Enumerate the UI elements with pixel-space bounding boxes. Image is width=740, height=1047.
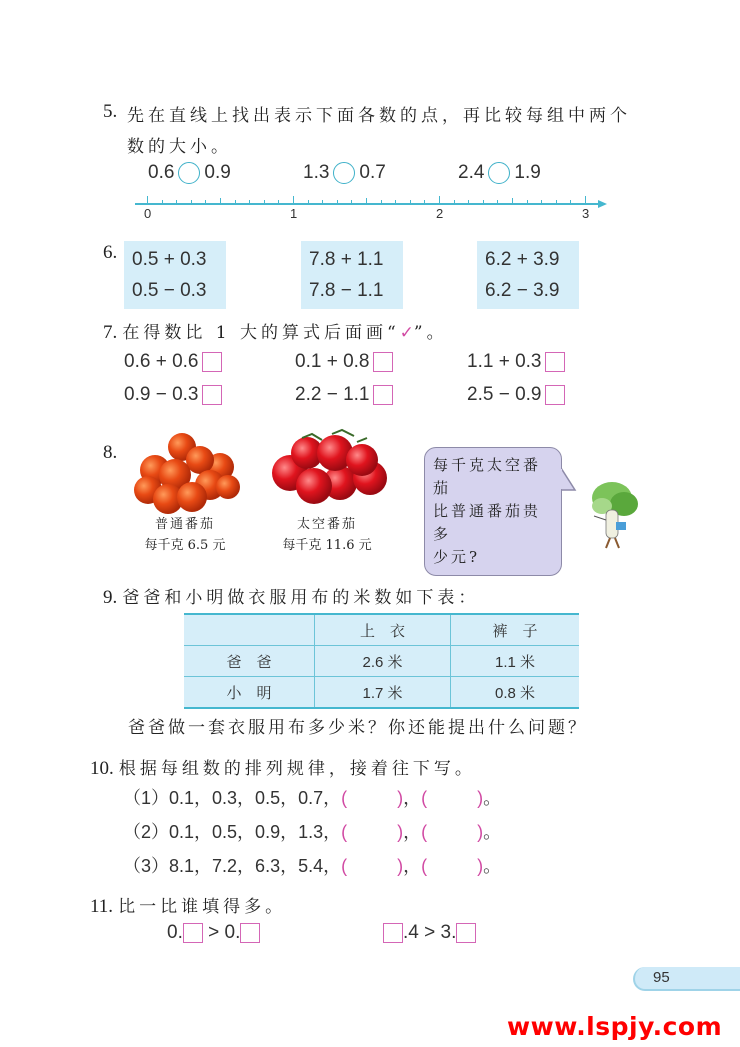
minor-tick (366, 198, 367, 203)
minor-tick (570, 200, 571, 203)
expr: 2.5 − 0.9 (467, 384, 542, 405)
regular-tomato-image (130, 425, 245, 515)
blank-open: ( (341, 856, 348, 876)
q7-prompt-a: 在得数比 1 大的算式后面画“ (122, 323, 400, 343)
pair-right: 0.7 (359, 162, 386, 184)
q6-group-3 (477, 241, 579, 309)
minor-tick (264, 200, 265, 203)
answer-box[interactable] (373, 385, 393, 405)
blank-open: ( (341, 788, 348, 808)
number-line-axis (135, 203, 600, 205)
expr: 0.1 + 0.8 (295, 351, 370, 372)
major-tick (585, 196, 586, 203)
separator: ， (403, 856, 422, 876)
sequence: 8.1，7.2，6.3，5.4， (169, 856, 342, 876)
blank-close: ) (477, 856, 484, 876)
blank-open: ( (421, 856, 428, 876)
tick-label-1: 1 (290, 206, 298, 221)
minor-tick (381, 200, 382, 203)
expr-top: 6.2 + 3.9 (485, 249, 560, 270)
table-cell: 0.8 米 (451, 677, 580, 709)
period: 。 (483, 856, 502, 876)
pair-right: 1.9 (514, 162, 541, 184)
q6-group-1 (124, 241, 226, 309)
q7-item-6 (467, 384, 565, 406)
q7-prompt-b: ”。 (413, 323, 448, 343)
answer-box[interactable] (183, 923, 203, 943)
q7-number: 7. (103, 322, 118, 343)
minor-tick (337, 200, 338, 203)
answer-box[interactable] (545, 385, 565, 405)
expr: 0.9 − 0.3 (124, 384, 199, 405)
table-header-cell (184, 614, 315, 646)
blank-open: ( (421, 822, 428, 842)
blank-open: ( (421, 788, 428, 808)
minor-tick (410, 200, 411, 203)
minor-tick (512, 198, 513, 203)
q11-expr-2 (383, 922, 476, 944)
minor-tick (483, 200, 484, 203)
q10-row-1 (123, 784, 501, 810)
minor-tick (322, 200, 323, 203)
table-cell: 1.1 米 (451, 646, 580, 677)
blank-close: ) (397, 822, 404, 842)
q9-prompt-text: 爸爸和小明做衣服用布的米数如下表： (122, 588, 480, 608)
expr-bottom: 6.2 − 3.9 (485, 280, 560, 301)
watermark: www.lspjy.com (507, 1012, 723, 1041)
q9-number: 9. (103, 587, 118, 608)
expr-part: > 0. (202, 922, 241, 943)
minor-tick (191, 200, 192, 203)
q11-prompt (90, 892, 286, 918)
minor-tick (205, 200, 206, 203)
cabbage-mascot-icon (584, 476, 644, 550)
minor-tick (424, 200, 425, 203)
table-cell: 1.7 米 (315, 677, 451, 709)
table-header-cell: 裤 子 (451, 614, 580, 646)
blank-open: ( (341, 822, 348, 842)
q9-prompt (103, 583, 479, 609)
q7-prompt (103, 318, 448, 344)
expr-part: .4 > 3. (403, 922, 457, 943)
separator: ， (403, 788, 422, 808)
table-header-cell: 上 衣 (315, 614, 451, 646)
number-line (0, 0, 740, 230)
row-label: （3） (123, 856, 170, 876)
minor-tick (468, 200, 469, 203)
space-tomato-image (262, 428, 392, 508)
bubble-line: 每千克太空番茄 (433, 456, 542, 497)
q6-group-2 (301, 241, 403, 309)
major-tick (147, 196, 148, 203)
minor-tick (541, 200, 542, 203)
major-tick (293, 196, 294, 203)
minor-tick (176, 200, 177, 203)
major-tick (439, 196, 440, 203)
minor-tick (235, 200, 236, 203)
q7-item-2 (295, 351, 393, 373)
period: 。 (483, 822, 502, 842)
tomato-label-space (268, 514, 386, 556)
tomato-price: 每千克 11.6 元 (282, 538, 372, 553)
minor-tick (556, 200, 557, 203)
minor-tick (351, 200, 352, 203)
answer-box[interactable] (240, 923, 260, 943)
blank-close: ) (477, 822, 484, 842)
tick-label-3: 3 (582, 206, 590, 221)
page-number-tab (633, 967, 740, 991)
q10-number: 10. (90, 758, 114, 779)
minor-tick (249, 200, 250, 203)
tick-label-2: 2 (436, 206, 444, 221)
tomato-price: 每千克 6.5 元 (144, 538, 226, 553)
row-label: （1） (123, 788, 170, 808)
minor-tick (162, 200, 163, 203)
speech-bubble (424, 447, 562, 576)
q7-item-1 (124, 351, 222, 373)
blank-close: ) (397, 856, 404, 876)
blank-close: ) (397, 788, 404, 808)
q5-number: 5. (103, 101, 118, 122)
minor-tick (308, 200, 309, 203)
minor-tick (454, 200, 455, 203)
q11-expr-1 (167, 922, 260, 944)
q7-item-4 (124, 384, 222, 406)
expr-part: 0. (167, 922, 183, 943)
table-header-row (184, 614, 579, 646)
bubble-line: 少元? (433, 548, 481, 566)
q10-row-3 (123, 852, 501, 878)
q5-prompt-line2: 数的大小。 (127, 137, 232, 157)
row-label: （2） (123, 822, 170, 842)
minor-tick (278, 200, 279, 203)
pair-left: 1.3 (303, 162, 330, 184)
expr-top: 0.5 + 0.3 (132, 249, 207, 270)
q8-number: 8. (103, 442, 118, 463)
expr-top: 7.8 + 1.1 (309, 249, 384, 270)
q7-item-5 (295, 384, 393, 406)
answer-box[interactable] (383, 923, 403, 943)
arrow-right-icon (598, 199, 608, 209)
q11-number: 11. (90, 896, 114, 917)
check-mark-icon: ✓ (399, 323, 414, 343)
expr-bottom: 7.8 − 1.1 (309, 280, 384, 301)
sequence: 0.1，0.3，0.5，0.7， (169, 788, 342, 808)
q6-number: 6. (103, 242, 118, 263)
expr: 0.6 + 0.6 (124, 351, 199, 372)
minor-tick (527, 200, 528, 203)
minor-tick (497, 200, 498, 203)
tomato-name: 太空番茄 (296, 517, 357, 532)
bubble-line: 比普通番茄贵多 (433, 502, 542, 543)
q10-row-2 (123, 818, 501, 844)
q10-prompt (90, 754, 476, 780)
table-row (184, 677, 579, 709)
page-number: 95 (653, 969, 670, 986)
q11-prompt-text: 比一比谁填得多。 (118, 897, 287, 917)
table-cell: 小 明 (184, 677, 315, 709)
answer-box[interactable] (545, 352, 565, 372)
answer-box[interactable] (202, 385, 222, 405)
answer-box[interactable] (373, 352, 393, 372)
expr: 2.2 − 1.1 (295, 384, 370, 405)
expr-bottom: 0.5 − 0.3 (132, 280, 207, 301)
separator: ， (403, 822, 422, 842)
pair-right: 0.9 (204, 162, 231, 184)
pair-left: 0.6 (148, 162, 175, 184)
period: 。 (483, 788, 502, 808)
expr: 1.1 + 0.3 (467, 351, 542, 372)
q7-item-3 (467, 351, 565, 373)
table-row (184, 646, 579, 677)
minor-tick (395, 200, 396, 203)
tick-label-0: 0 (144, 206, 152, 221)
blank-close: ) (477, 788, 484, 808)
q5-prompt-line1: 先在直线上找出表示下面各数的点，再比较每组中两个 (127, 106, 631, 126)
q10-prompt-text: 根据每组数的排列规律，接着往下写。 (118, 759, 476, 779)
speech-bubble-tail-icon (561, 468, 577, 494)
table-cell: 爸 爸 (184, 646, 315, 677)
answer-box[interactable] (202, 352, 222, 372)
q9-question: 爸爸做一套衣服用布多少米？你还能提出什么问题？ (128, 718, 588, 738)
answer-box[interactable] (456, 923, 476, 943)
pair-left: 2.4 (458, 162, 485, 184)
tomato-name: 普通番茄 (154, 517, 215, 532)
table-cell: 2.6 米 (315, 646, 451, 677)
sequence: 0.1，0.5，0.9，1.3， (169, 822, 342, 842)
cloth-table (184, 613, 579, 709)
tomato-label-regular (130, 514, 240, 556)
minor-tick (220, 198, 221, 203)
